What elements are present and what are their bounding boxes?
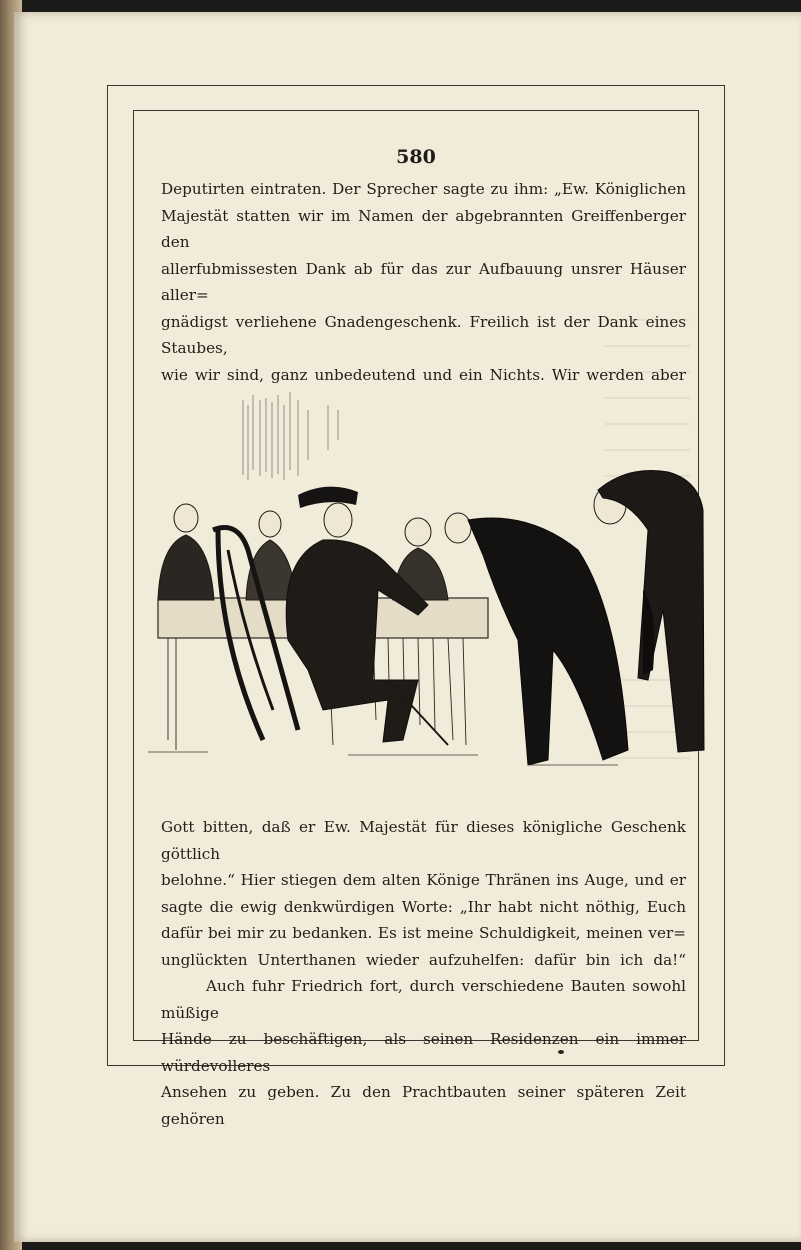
- engraving-illustration: [148, 380, 708, 775]
- text-line: Hände zu beschäftigen, als seinen Residenzen ein immer würdevolleres: [161, 1030, 686, 1075]
- page-number: 580: [396, 146, 436, 168]
- text-line: gnädigst verliehene Gnadengeschenk. Freilich ist der Dank eines Staubes,: [161, 312, 686, 357]
- bowing-man-drawing: [445, 513, 628, 765]
- text-line: Ansehen zu geben. Zu den Prachtbauten seiner späteren Zeit gehören: [161, 1083, 686, 1128]
- text-line: wie wir sind, ganz unbedeutend und ein Nichts. Wir werden aber: [161, 365, 686, 384]
- text-line: allerfubmissesten Dank ab für das zur Aufbauung unsrer Häuser aller=: [161, 259, 686, 304]
- text-line: belohne.“ Hier stiegen dem alten Könige Thränen ins Auge, und er: [161, 871, 686, 889]
- text-line: Deputirten eintraten. Der Sprecher sagte zu ihm: „Ew. Königlichen: [161, 180, 686, 198]
- text-line: Majestät statten wir im Namen der abgebrannten Greiffenberger den: [161, 206, 686, 251]
- text-line: Auch fuhr Friedrich fort, durch verschiedene Bauten sowohl müßige: [161, 977, 686, 1022]
- text-line: sagte die ewig denkwürdigen Worte: „Ihr habt nicht nöthig, Euch: [161, 897, 686, 916]
- text-bottom: [161, 814, 686, 1132]
- text-line: dafür bei mir zu bedanken. Es ist meine Schuldigkeit, meinen ver=: [161, 924, 686, 942]
- ink-spot: [558, 1050, 564, 1054]
- text-line: unglückten Unterthanen wieder aufzuhelfen: dafür bin ich da!“: [161, 950, 686, 969]
- text-line: Gott bitten, daß er Ew. Majestät für dieses königliche Geschenk göttlich: [161, 818, 686, 863]
